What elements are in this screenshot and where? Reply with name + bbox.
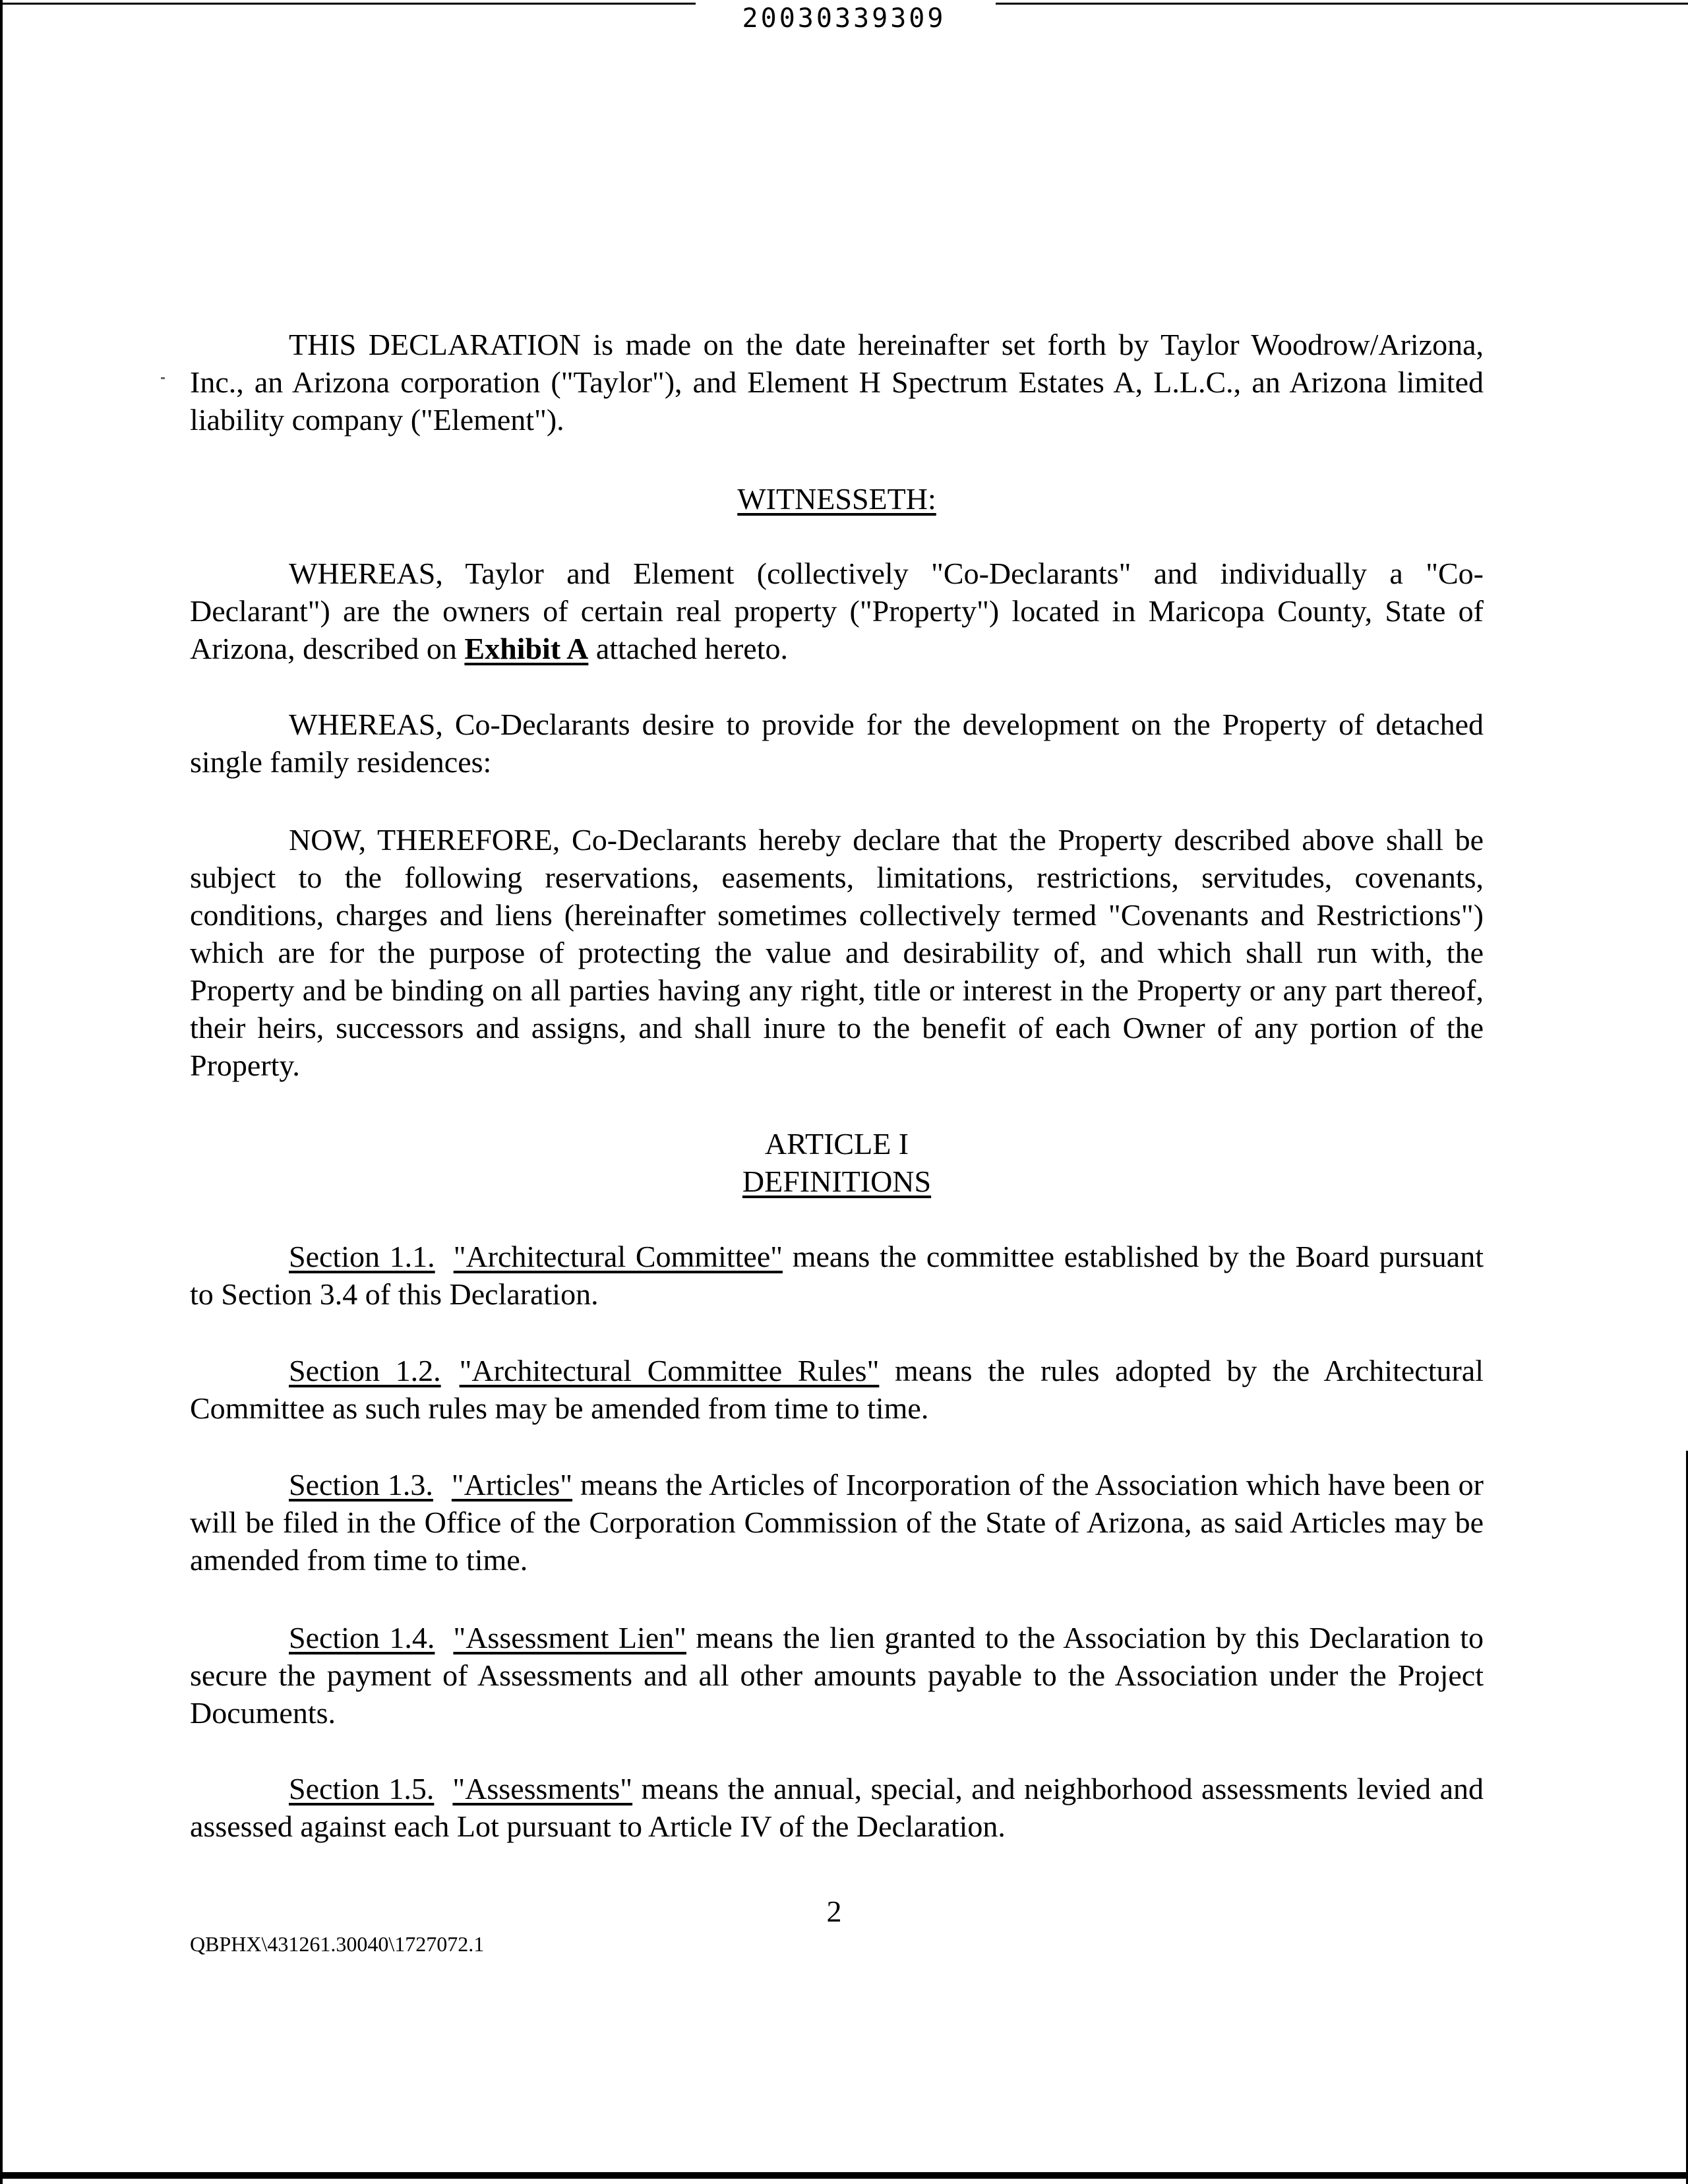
section-1-1 bbox=[190, 1238, 1484, 1313]
bottom-scan-edge bbox=[0, 2172, 1688, 2179]
article-number-text: ARTICLE I bbox=[764, 1127, 909, 1161]
document-id: QBPHX\431261.30040\1727072.1 bbox=[190, 1932, 485, 1956]
exhibit-a-reference: Exhibit A bbox=[464, 632, 589, 665]
left-scan-edge bbox=[0, 0, 3, 2184]
now-therefore-paragraph bbox=[190, 821, 1484, 1084]
section-1-5 bbox=[190, 1770, 1484, 1845]
section-1-5-text: means the annual, special, and neighborhood assessments levied and assessed against each Lot pursuant to Article IV of the Declaration. bbox=[190, 1772, 1484, 1843]
whereas-paragraph-2 bbox=[190, 706, 1484, 781]
whereas-1-tail: attached hereto. bbox=[588, 632, 788, 665]
section-1-3-label: Section 1.3. "Articles" bbox=[289, 1468, 573, 1502]
article-title bbox=[190, 1163, 1484, 1200]
article-title-text: DEFINITIONS bbox=[742, 1165, 932, 1198]
witnesseth-text: WITNESSETH: bbox=[737, 482, 936, 516]
section-1-2-text: means the rules adopted by the Architectural Committee as such rules may be amended from time to time. bbox=[190, 1354, 1484, 1425]
section-1-1-label: Section 1.1. "Architectural Committee" bbox=[289, 1240, 783, 1273]
section-1-3-term: "Articles" bbox=[451, 1468, 573, 1502]
whereas-2-text: WHEREAS, Co-Declarants desire to provide for the development on the Property of detached single family residences: bbox=[190, 708, 1484, 779]
section-1-4-label: Section 1.4. "Assessment Lien" bbox=[289, 1621, 686, 1654]
section-1-4-term: "Assessment Lien" bbox=[453, 1621, 686, 1654]
preamble-text: THIS DECLARATION is made on the date hereinafter set forth by Taylor Woodrow/Arizona, Inc., an Arizona corporation ("Taylor"), and Element H Spectrum Estates A, L.L.C., an Arizona limited liability company ("Element"). bbox=[190, 328, 1484, 437]
recording-number: 20030339309 bbox=[742, 3, 946, 34]
section-1-5-term: "Assessments" bbox=[452, 1772, 633, 1805]
section-1-4 bbox=[190, 1619, 1484, 1732]
scan-speck bbox=[161, 377, 165, 379]
whereas-paragraph-1 bbox=[190, 555, 1484, 667]
article-number bbox=[190, 1125, 1484, 1163]
witnesseth-heading bbox=[190, 480, 1484, 518]
section-1-2-label: Section 1.2. "Architectural Committee Rules" bbox=[289, 1354, 880, 1387]
section-1-2 bbox=[190, 1352, 1484, 1427]
preamble-paragraph bbox=[190, 326, 1484, 439]
section-1-3 bbox=[190, 1466, 1484, 1579]
now-therefore-text: NOW, THEREFORE, Co-Declarants hereby declare that the Property described above shall be subject to the following reservations, easements, limitations, restrictions, servitudes, covenants, conditions, charges and liens (hereinafter sometimes collectively termed "Covenants and Restrictions") which are for the purpose of protecting the value and desirability of, and which shall run with, the Property and be binding on all parties having any right, title or interest in the Property or any part thereof, their heirs, successors and assigns, and shall inure to the benefit of each Owner of any portion of the Property. bbox=[190, 823, 1484, 1082]
section-1-1-term: "Architectural Committee" bbox=[453, 1240, 783, 1273]
page-number: 2 bbox=[826, 1895, 842, 1928]
section-1-1-text: means the committee established by the Board pursuant to Section 3.4 of this Declaration. bbox=[190, 1240, 1484, 1311]
section-1-3-text: means the Articles of Incorporation of the Association which have been or will be filed in the Office of the Corporation Commission of the State of Arizona, as said Articles may be amended from time to time. bbox=[190, 1468, 1484, 1577]
section-1-5-label: Section 1.5. "Assessments" bbox=[289, 1772, 633, 1805]
section-1-4-text: means the lien granted to the Association by this Declaration to secure the payment of Assessments and all other amounts payable to the Association under the Project Documents. bbox=[190, 1621, 1484, 1730]
section-1-2-term: "Architectural Committee Rules" bbox=[459, 1354, 880, 1387]
whereas-1-text: WHEREAS, Taylor and Element (collectively "Co-Declarants" and individually a "Co-Declarant") are the owners of certain real property ("Property") located in Maricopa County, State of Arizona, described on bbox=[190, 557, 1484, 665]
